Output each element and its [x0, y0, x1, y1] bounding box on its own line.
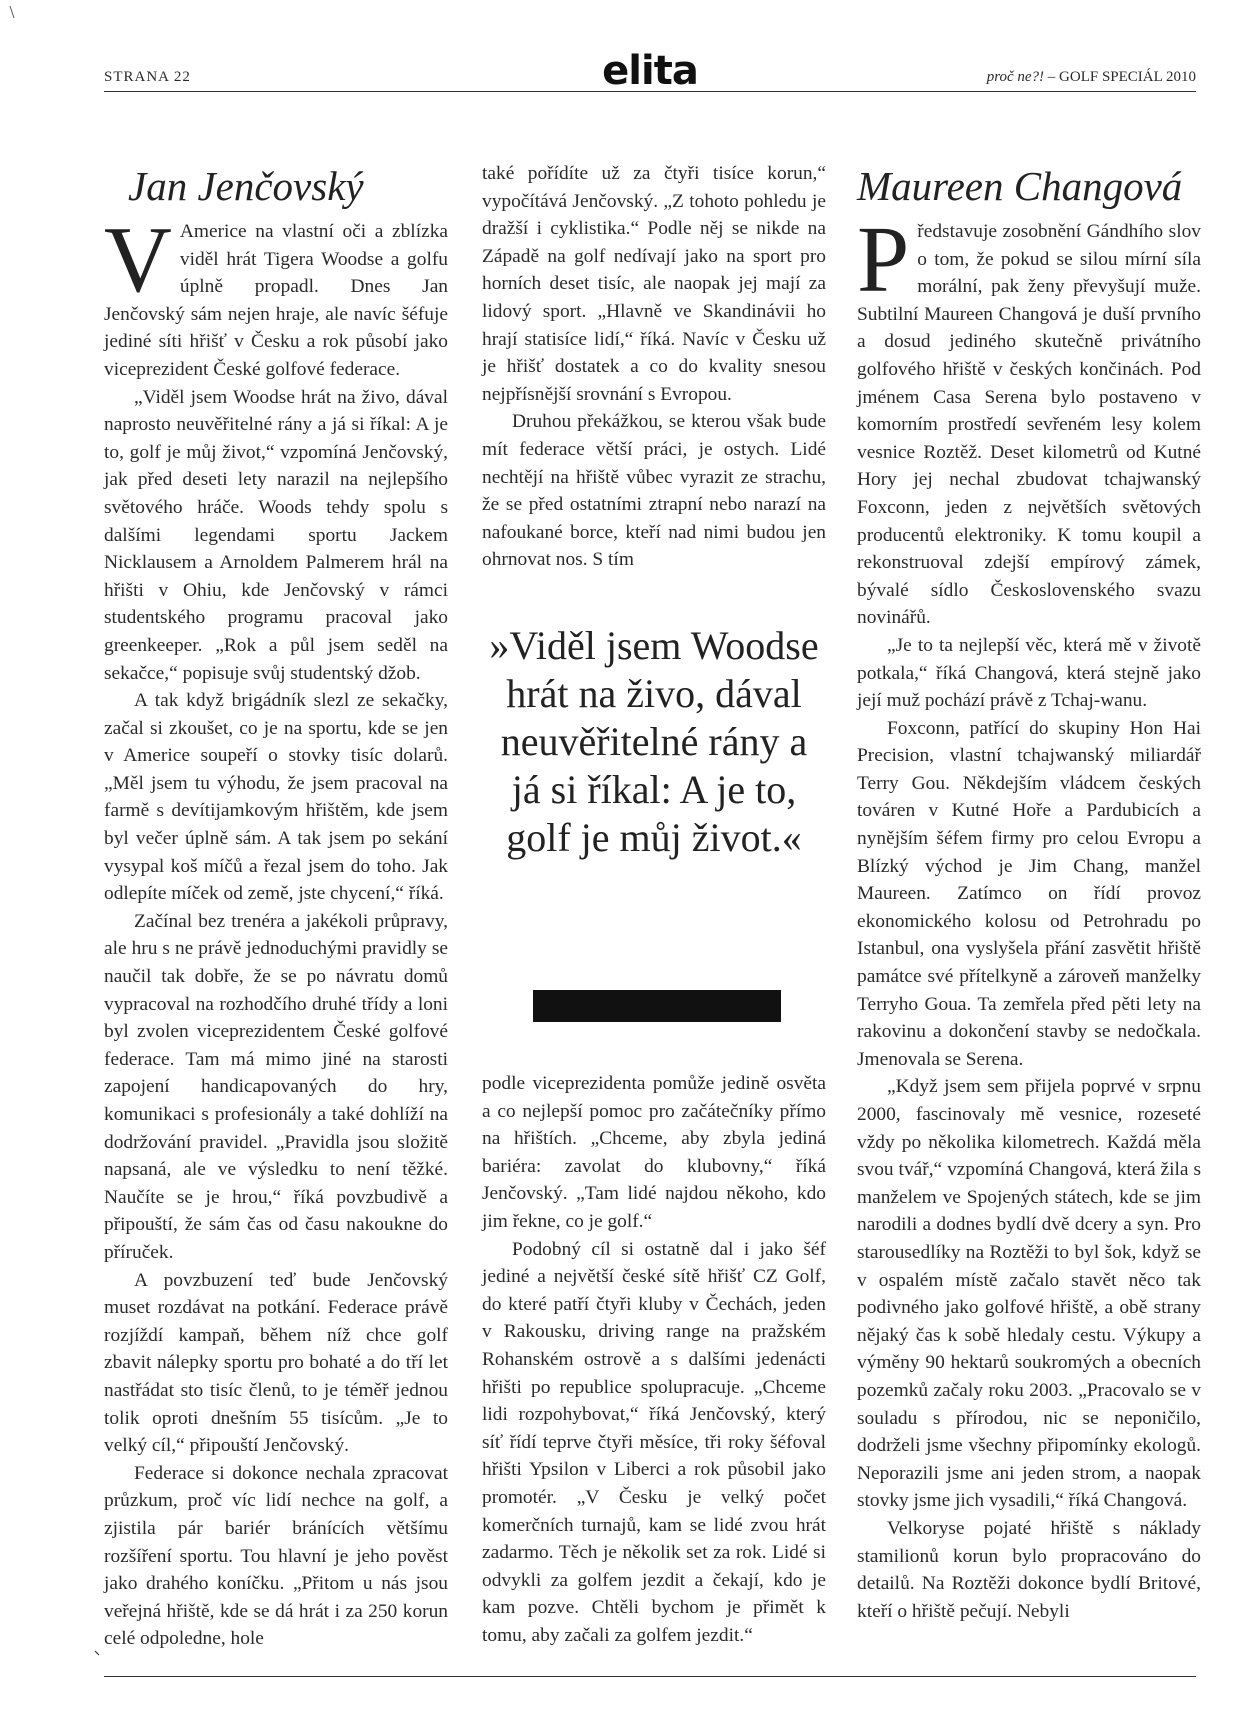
article1-paragraph: podle viceprezidenta pomůže jedině osvěta a co nejlepší pomoc pro začátečníky přímo na hřištích. „Chceme, aby zbyla jediná bariéra: zavolat do klubovny,“ říká Jenčovský. „Tam lidé najdou někoho, kdo jim řekne, co je golf.“ — [482, 1073, 826, 1232]
page-number: STRANA 22 — [104, 69, 191, 85]
article2-paragraph-text: ředstavuje zosobnění Gándhího slov o tom, že pokud se silou mírní síla morální, pak ženy převyšují muže. Subtilní Maureen Changová je duší prvního a dosud jediného skutečně privátního golfového hřiště v českých končinách. Pod jménem Casa Serena bylo postaveno v komorním prostředí sevřeném lesy kolem vesnice Roztěž. Deset kilometrů od Kutné Hory jej nechal zbudovat tchajwanský Foxconn, jeden z největších světových producentů elektroniky. K tomu koupil a rekonstruoval zdejší empírový zámek, bývalé sídlo Československého svazu novinářů. — [857, 221, 1201, 629]
article1-paragraph: Podobný cíl si ostatně dal i jako šéf jediné a největší české sítě hřišť CZ Golf, do které patří čtyři kluby v Čechách, jeden v Rakousku, driving range na pražském Rohanském ostrově a s dalšími jedenácti hřišti po republice spolupracuje. „Chceme lidi rozpohybovat,“ říká Jenčovský, který síť řídí teprve čtyři měsíce, tři roky šéfoval hřišti Ypsilon v Liberci a rok působil jako promotér. „V Česku je velký počet komerčních turnajů, kam se lidé zvou hrát zadarmo. Těch je několik set za rok. Lidé si odvykli za golfem jezdit a čekají, kdo je kam pozve. Chtěli bychom je přimět k tomu, aby začali za golfem jezdit.“ — [482, 1238, 826, 1646]
article1-column2-bottom — [482, 1070, 826, 1649]
scan-corner-mark — [8, 4, 22, 24]
article2-column — [857, 160, 1201, 1625]
article1-paragraph: Federace si dokonce nechala zpracovat průzkum, proč víc lidí nechce na golf, a zjistila pár bariér bránících většímu rozšíření sportu. Tou hlavní je jeho pověst jako drahého koníčku. „Přitom u nás jsou veřejná hřiště, kde se dá hrát i za 250 korun celé odpoledne, hole — [104, 1462, 448, 1650]
article1-paragraph: „Viděl jsem Woodse hrát na živo, dával naprosto neuvěřitelné rány a já si říkal: A je to, golf je můj život,“ vzpomíná Jenčovský, jak před deseti lety narazil na nejlepšího světového hráče. Woods tehdy spolu s dalšími legendami sportu Jackem Nicklausem a Arnoldem Palmerem hrál na hřišti v Ohiu, kde Jenčovský v rámci studentského programu pracoval jako greenkeeper. „Rok a půl jsem seděl na sekačce,“ popisuje svůj studentský džob. — [104, 386, 448, 684]
article1-paragraph-text: Americe na vlastní oči a zblízka viděl hrát Tigera Woodse a golfu úplně propadl. Dnes Jan Jenčovský sám nejen hraje, ale navíc šéfuje jediné síti hřišť v Česku a rok působí jako viceprezident České golfové federace. — [104, 221, 448, 380]
article2-paragraph: Foxconn, patřící do skupiny Hon Hai Precision, vlastní tchajwanský miliardář Terry Gou. Někdejším vládcem českých továren v Kutné Hoře a Pardubicích a nynějším šéfem firmy pro celou Evropu a Blízký východ je Jim Chang, manžel Maureen. Zatímco on řídí provoz ekonomického kolosu od Petrohradu po Istanbul, ona vyslyšela přání zasvětit hřiště památce své přítelkyně a zároveň manželky Terryho Goua. Ta zemřela před pěti lety na rakovinu a dokončení stavby se nedočkala. Jmenovala se Serena. — [857, 717, 1201, 1070]
page-header — [104, 48, 1196, 92]
pull-quote: »Viděl jsem Woodse hrát na živo, dával neuvěřitelné rány a já si říkal: A je to, golf je můj život.« — [489, 623, 819, 860]
article2-paragraph: „Je to ta nejlepší věc, která mě v životě potkala,“ říká Changová, která stejně jako její muž pochází právě z Tchaj-wanu. — [857, 634, 1201, 712]
footer-rule — [104, 1676, 1196, 1677]
article2-paragraph: „Když jsem sem přijela poprvé v srpnu 2000, fascinovaly mě vesnice, rozeseté vždy po několika kilometrech. Každá měla svou tvář,“ vzpomíná Changová, která žila s manželem ve Spojených státech, kde se jim narodili a dodnes bydlí dvě dcery a syn. Pro starousedlíky na Roztěži to byl šok, když se v ospalém místě začalo stavět něco tak podivného jako golfové hřiště, a obě strany nějaký čas k sobě hledaly cestu. Výkupy a výměny 90 hektarů soukromých a obecních pozemků začaly roku 2003. „Pracovalo se v souladu s přírodou, nic se neponičilo, dodrželi jsme všechny připomínky ekologů. Neporazili jsme ani jeden strom, a naopak stovky jsme jich vysadili,“ říká Changová. — [857, 1076, 1201, 1512]
magazine-logo: elita — [602, 48, 698, 94]
article1-dropcap: V — [104, 208, 172, 312]
article1-column2-top — [482, 160, 826, 574]
article2-heading: Maureen Changová — [857, 163, 1183, 209]
article1-paragraph: také pořídíte už za čtyři tisíce korun,“ vypočítává Jenčovský. „Z tohoto pohledu je dražší i cyklistika.“ Podle něj se nikde na Západě na golf nedívají jako na sport pro horních deset tisíc, ale naopak jej mají za lidový sport. „Hlavně ve Skandinávii ho hrají statisíce lidí,“ říká. Navíc v Česku už je hřišť dostatek a co do kvality snesou nejpřísnější srovnání s Evropou. — [482, 163, 826, 405]
article1-paragraph: A tak když brigádník slezl ze sekačky, začal si zkoušet, co je na sportu, kde se jen v Americe soupeří o stovky tisíc dolarů. „Měl jsem tu výhodu, že jsem pracoval na farmě s devítijamkovým hřištěm, kde jsem byl večer úplně sám. A tak jsem po sekání vysypal koš míčů a řezal jsem do toho. Jak odlepíte míček od země, jste chycení,“ říká. — [104, 690, 448, 905]
article1-paragraph — [104, 208, 448, 384]
pull-quote-bar — [533, 990, 781, 1022]
article1-paragraph: Začínal bez trenéra a jakékoli průpravy, ale hru s ne právě jednoduchými pravidly se naučil tak dobře, že se po návratu domů vypracoval na rozhodčího druhé třídy a loni byl zvolen viceprezidentem České golfové federace. Tam má mimo jiné na starosti zapojení handicapovaných do hry, komunikaci s profesionály a také dohlíží na dodržování pravidel. „Pravidla jsou složitě napsaná, ale ve výsledku to není těžké. Naučíte se je hrou,“ říká povzbudivě a připouští, že sám čas od času nakoukne do příruček. — [104, 910, 448, 1263]
article1-heading: Jan Jenčovský — [128, 163, 364, 209]
article1-paragraph: Druhou překážkou, se kterou však bude mít federace větší práci, je ostych. Lidé nechtějí na hřiště vůbec vyrazit ze strachu, že se před ostatními ztrapní nebo narazí na nafoukané borce, kteří nad nimi budou jen ohrnovat nos. S tím — [482, 411, 826, 571]
scan-tick-mark — [94, 1650, 102, 1656]
issue-title: – GOLF SPECIÁL 2010 — [1044, 69, 1196, 85]
article2-dropcap: P — [857, 208, 910, 312]
article1-paragraph: A povzbuzení teď bude Jenčovský muset rozdávat na potkání. Federace právě rozjíždí kampaň, během níž chce golf zbavit nálepky sportu pro bohaté a do tří let nastřádat sto tisíc členů, to je téměř jednou tolik oproti dnešním 55 tisícům. „Je to velký cíl,“ připouští Jenčovský. — [104, 1269, 448, 1457]
issue-italic: proč ne?! — [986, 69, 1045, 85]
issue-label — [987, 69, 1196, 86]
article2-paragraph — [857, 208, 1201, 632]
article2-paragraph: Velkoryse pojaté hřiště s náklady stamilionů korun bylo propracováno do detailů. Na Roztěži dokonce bydlí Britové, kteří o hřiště pečují. Nebyli — [857, 1517, 1201, 1622]
article1-column1 — [104, 160, 448, 1653]
header-rule — [104, 91, 1196, 92]
